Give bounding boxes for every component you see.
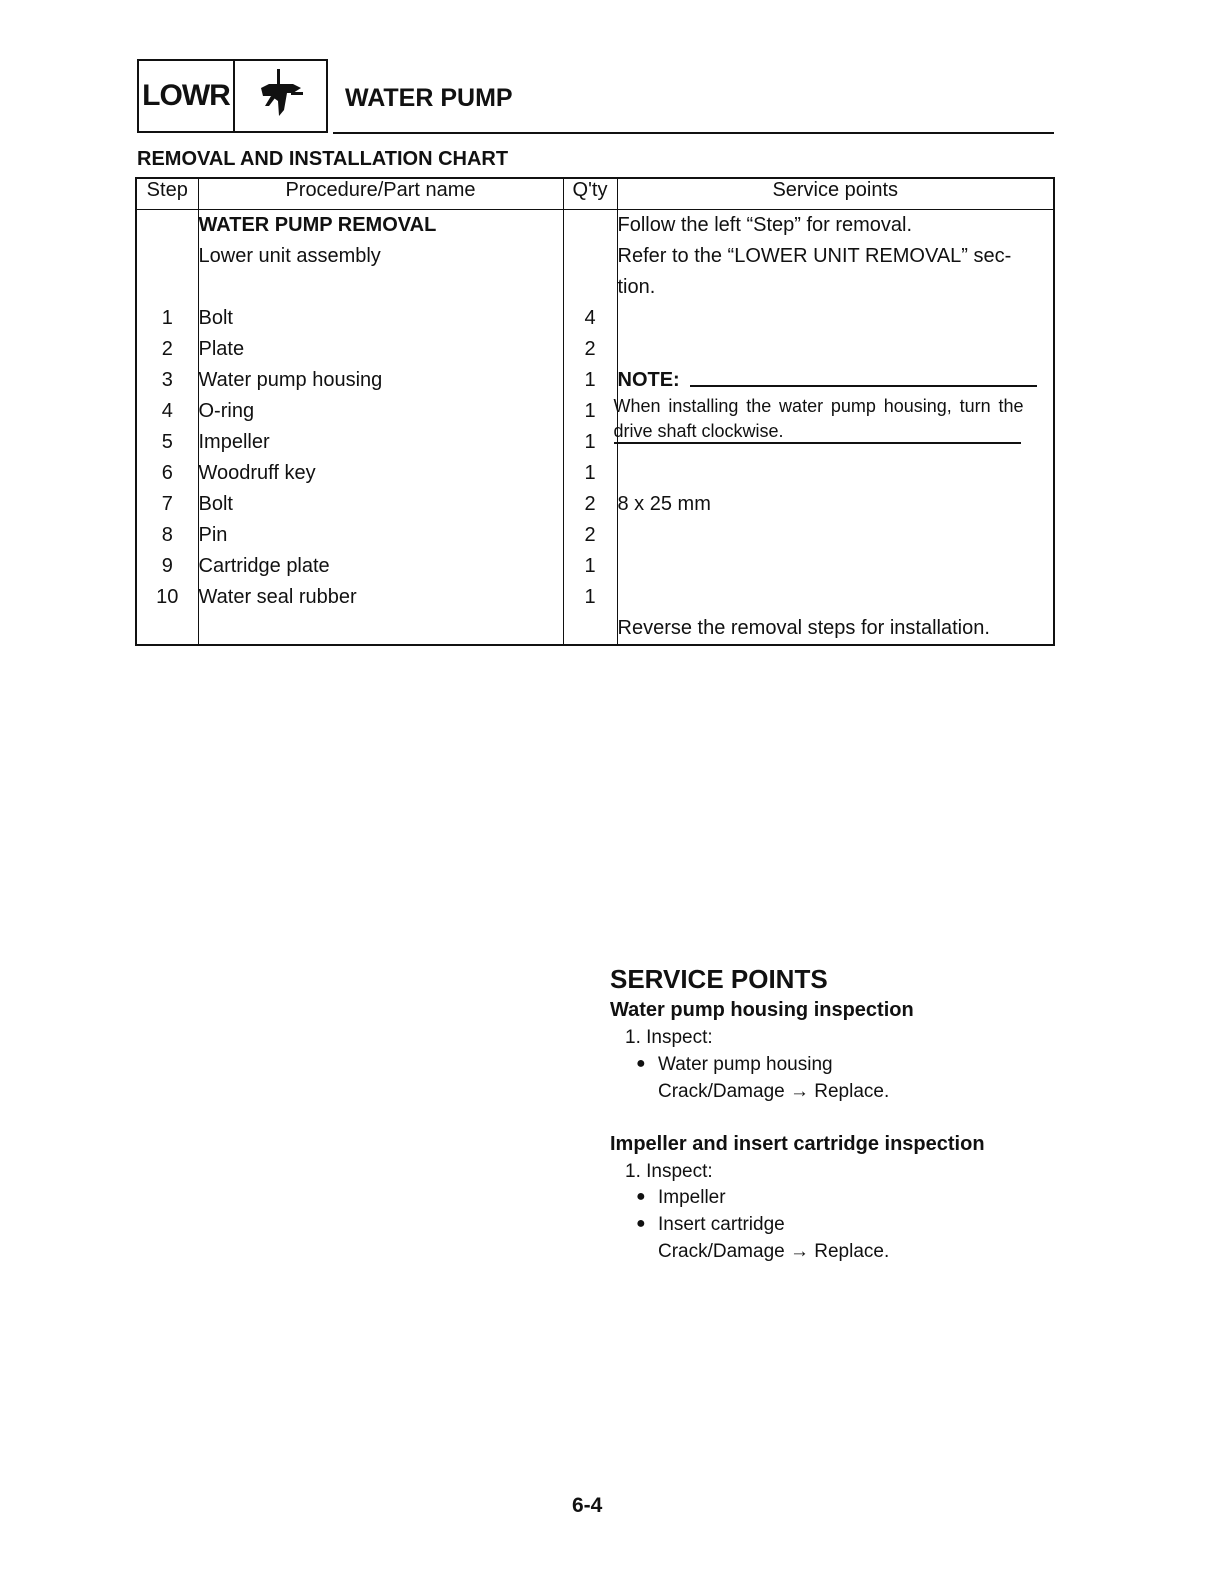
table-row [136, 489, 1054, 520]
bullet-icon: ● [636, 1188, 646, 1205]
step-cell: 3 [136, 365, 198, 396]
inspect-step: 1. Inspect: [625, 1027, 713, 1048]
table-row [136, 303, 1054, 334]
qty-cell: 1 [563, 582, 617, 613]
qty-cell: 2 [563, 334, 617, 365]
section-header-box [137, 59, 328, 133]
procedure-cell: Water seal rubber [198, 582, 563, 613]
inspect-item: Insert cartridge [658, 1214, 785, 1235]
table-header-row [136, 178, 1054, 210]
table-row [136, 241, 1054, 272]
procedure-cell: Plate [198, 334, 563, 365]
step-cell: 5 [136, 427, 198, 458]
step-cell: 2 [136, 334, 198, 365]
qty-cell: 2 [563, 520, 617, 551]
step-cell: 7 [136, 489, 198, 520]
inspect-step: 1. Inspect: [625, 1161, 713, 1182]
qty-cell: 1 [563, 551, 617, 582]
procedure-cell: Bolt [198, 303, 563, 334]
procedure-cell [198, 272, 563, 303]
col-header-step: Step [136, 178, 198, 210]
note-cell [613, 365, 1054, 441]
procedure-cell [198, 613, 563, 645]
qty-cell [563, 241, 617, 272]
service-cell: Refer to the “LOWER UNIT REMOVAL” sec- [617, 241, 1054, 272]
procedure-cell: Lower unit assembly [198, 241, 563, 272]
table-row [136, 334, 1054, 365]
procedure-cell: Cartridge plate [198, 551, 563, 582]
step-cell: 6 [136, 458, 198, 489]
removal-installation-table [135, 177, 1055, 646]
inspection-heading: Water pump housing inspection [610, 999, 914, 1021]
chart-title: REMOVAL AND INSTALLATION CHART [137, 148, 509, 170]
qty-cell [563, 272, 617, 303]
table-row [136, 520, 1054, 551]
col-header-qty: Q'ty [563, 178, 617, 210]
step-cell [136, 210, 198, 242]
header-divider [333, 132, 1054, 134]
table-row [136, 365, 1054, 396]
service-cell [617, 520, 1054, 551]
bullet-icon: ● [636, 1055, 646, 1072]
service-cell [617, 303, 1054, 334]
procedure-cell: O-ring [198, 396, 563, 427]
qty-cell [563, 613, 617, 645]
service-cell [617, 334, 1054, 365]
note-text: When installing the water pump housing, turn the drive shaft clockwise. [613, 396, 1024, 441]
service-cell [617, 551, 1054, 582]
procedure-cell: WATER PUMP REMOVAL [198, 210, 563, 242]
inspect-result: Crack/Damage → Replace. [658, 1081, 890, 1102]
table-row [136, 551, 1054, 582]
procedure-cell: Impeller [198, 427, 563, 458]
inspect-item: Impeller [658, 1187, 726, 1208]
inspect-result: Crack/Damage → Replace. [658, 1241, 890, 1262]
qty-cell [563, 210, 617, 242]
procedure-cell: Bolt [198, 489, 563, 520]
service-cell [617, 582, 1054, 613]
table-row [136, 210, 1054, 242]
service-points-title: SERVICE POINTS [610, 964, 828, 994]
step-cell: 8 [136, 520, 198, 551]
service-cell: 8 x 25 mm [617, 489, 1054, 520]
inspection-heading: Impeller and insert cartridge inspection [610, 1133, 985, 1155]
qty-cell: 1 [563, 427, 617, 458]
step-cell: 1 [136, 303, 198, 334]
step-cell [136, 241, 198, 272]
service-cell: Reverse the removal steps for installation. [617, 613, 1054, 645]
qty-cell: 1 [563, 458, 617, 489]
col-header-procedure: Procedure/Part name [198, 178, 563, 210]
service-cell: tion. [617, 272, 1054, 303]
qty-cell: 1 [563, 396, 617, 427]
step-cell: 9 [136, 551, 198, 582]
procedure-cell: Woodruff key [198, 458, 563, 489]
col-header-service: Service points [617, 178, 1054, 210]
qty-cell: 4 [563, 303, 617, 334]
bullet-icon: ● [636, 1215, 646, 1232]
inspect-item: Water pump housing [658, 1054, 833, 1075]
qty-cell: 1 [563, 365, 617, 396]
table-row [136, 272, 1054, 303]
service-cell [617, 458, 1054, 489]
table-row [136, 613, 1054, 645]
step-cell [136, 272, 198, 303]
note-bottom-rule [614, 442, 1021, 444]
note-top-rule [690, 385, 1037, 387]
procedure-cell: Pin [198, 520, 563, 551]
note-label: NOTE: [617, 369, 680, 391]
qty-cell: 2 [563, 489, 617, 520]
procedure-cell: Water pump housing [198, 365, 563, 396]
table-row [136, 458, 1054, 489]
section-code: LOWR [139, 61, 235, 131]
note-block [613, 365, 1054, 441]
step-cell [136, 613, 198, 645]
service-cell: Follow the left “Step” for removal. [617, 210, 1054, 242]
page-number: 6-4 [572, 1494, 603, 1517]
page-title: WATER PUMP [345, 84, 513, 112]
step-cell: 10 [136, 582, 198, 613]
step-cell: 4 [136, 396, 198, 427]
table-row [136, 582, 1054, 613]
outboard-lower-unit-icon [235, 61, 326, 131]
